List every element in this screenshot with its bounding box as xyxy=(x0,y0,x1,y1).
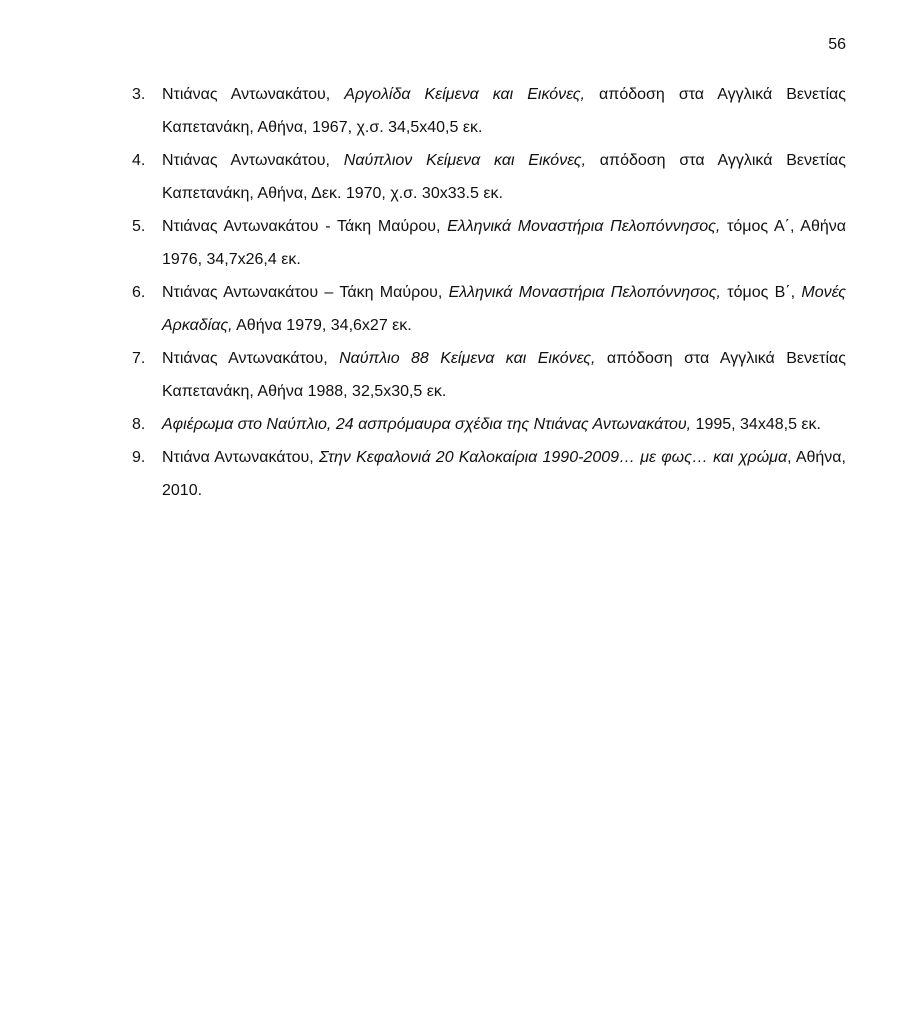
book-title: Ελληνικά Μοναστήρια Πελοπόννησος, xyxy=(448,284,721,301)
bibliography-item xyxy=(132,408,846,441)
author-text: Ντιάνας Αντωνακάτου, xyxy=(162,350,340,367)
page-number: 56 xyxy=(828,36,846,53)
book-title: Ελληνικά Μοναστήρια Πελοπόννησος, xyxy=(447,218,721,235)
publication-details: τόμος Α΄, Αθήνα 1976, 34,7x26,4 εκ. xyxy=(162,218,847,268)
volume-title: Μονές Αρκαδίας, xyxy=(162,284,847,334)
author-text: Ντιάνας Αντωνακάτου, xyxy=(162,86,345,103)
item-text xyxy=(162,408,846,441)
item-number: 9. xyxy=(132,449,146,466)
item-text xyxy=(162,144,846,210)
bibliography-item xyxy=(132,144,846,210)
item-text xyxy=(162,342,846,408)
bibliography-list xyxy=(132,78,846,507)
bibliography-item xyxy=(132,210,846,276)
item-text xyxy=(162,276,846,342)
publication-details: απόδοση στα Αγγλικά Βενετίας Καπετανάκη, Αθήνα 1988, 32,5x30,5 εκ. xyxy=(162,350,846,400)
item-number: 5. xyxy=(132,218,146,235)
item-number: 8. xyxy=(132,416,146,433)
item-number: 7. xyxy=(132,350,146,367)
bibliography-item xyxy=(132,441,846,507)
bibliography-item xyxy=(132,276,846,342)
book-title: Ναύπλιο 88 Κείμενα και Εικόνες, xyxy=(339,350,596,367)
author-text: Ντιάνας Αντωνακάτου – Τάκη Μαύρου, xyxy=(162,284,449,301)
item-number: 4. xyxy=(132,152,146,169)
item-number: 6. xyxy=(132,284,146,301)
book-title: Στην Κεφαλονιά 20 Καλοκαίρια 1990-2009… με φως… και χρώμα xyxy=(318,449,788,466)
author-text: Ντιάνας Αντωνακάτου - Τάκη Μαύρου, xyxy=(162,218,448,235)
volume-text: τόμος Β΄, xyxy=(720,284,802,301)
book-title: Ναύπλιον Κείμενα και Εικόνες, xyxy=(343,152,587,169)
bibliography-item xyxy=(132,342,846,408)
item-number: 3. xyxy=(132,86,146,103)
publication-details: απόδοση στα Αγγλικά Βενετίας Καπετανάκη, Αθήνα, Δεκ. 1970, χ.σ. 30x33.5 εκ. xyxy=(162,152,846,202)
author-text: Ντιάνα Αντωνακάτου, xyxy=(162,449,319,466)
item-text xyxy=(162,78,846,144)
bibliography-item xyxy=(132,78,846,144)
book-title: Αργολίδα Κείμενα και Εικόνες, xyxy=(344,86,585,103)
publication-details: απόδοση στα Αγγλικά Βενετίας Καπετανάκη, Αθήνα, 1967, χ.σ. 34,5x40,5 εκ. xyxy=(162,86,847,136)
item-text xyxy=(162,210,846,276)
publication-details: 1995, 34x48,5 εκ. xyxy=(691,416,821,433)
item-text xyxy=(162,441,846,507)
author-text: Ντιάνας Αντωνακάτου, xyxy=(162,152,344,169)
publication-details: , Αθήνα, 2010. xyxy=(162,449,846,499)
publication-details: Αθήνα 1979, 34,6x27 εκ. xyxy=(232,317,412,334)
book-title: Αφιέρωμα στο Ναύπλιο, 24 ασπρόμαυρα σχέδια της Ντιάνας Αντωνακάτου, xyxy=(162,416,692,433)
